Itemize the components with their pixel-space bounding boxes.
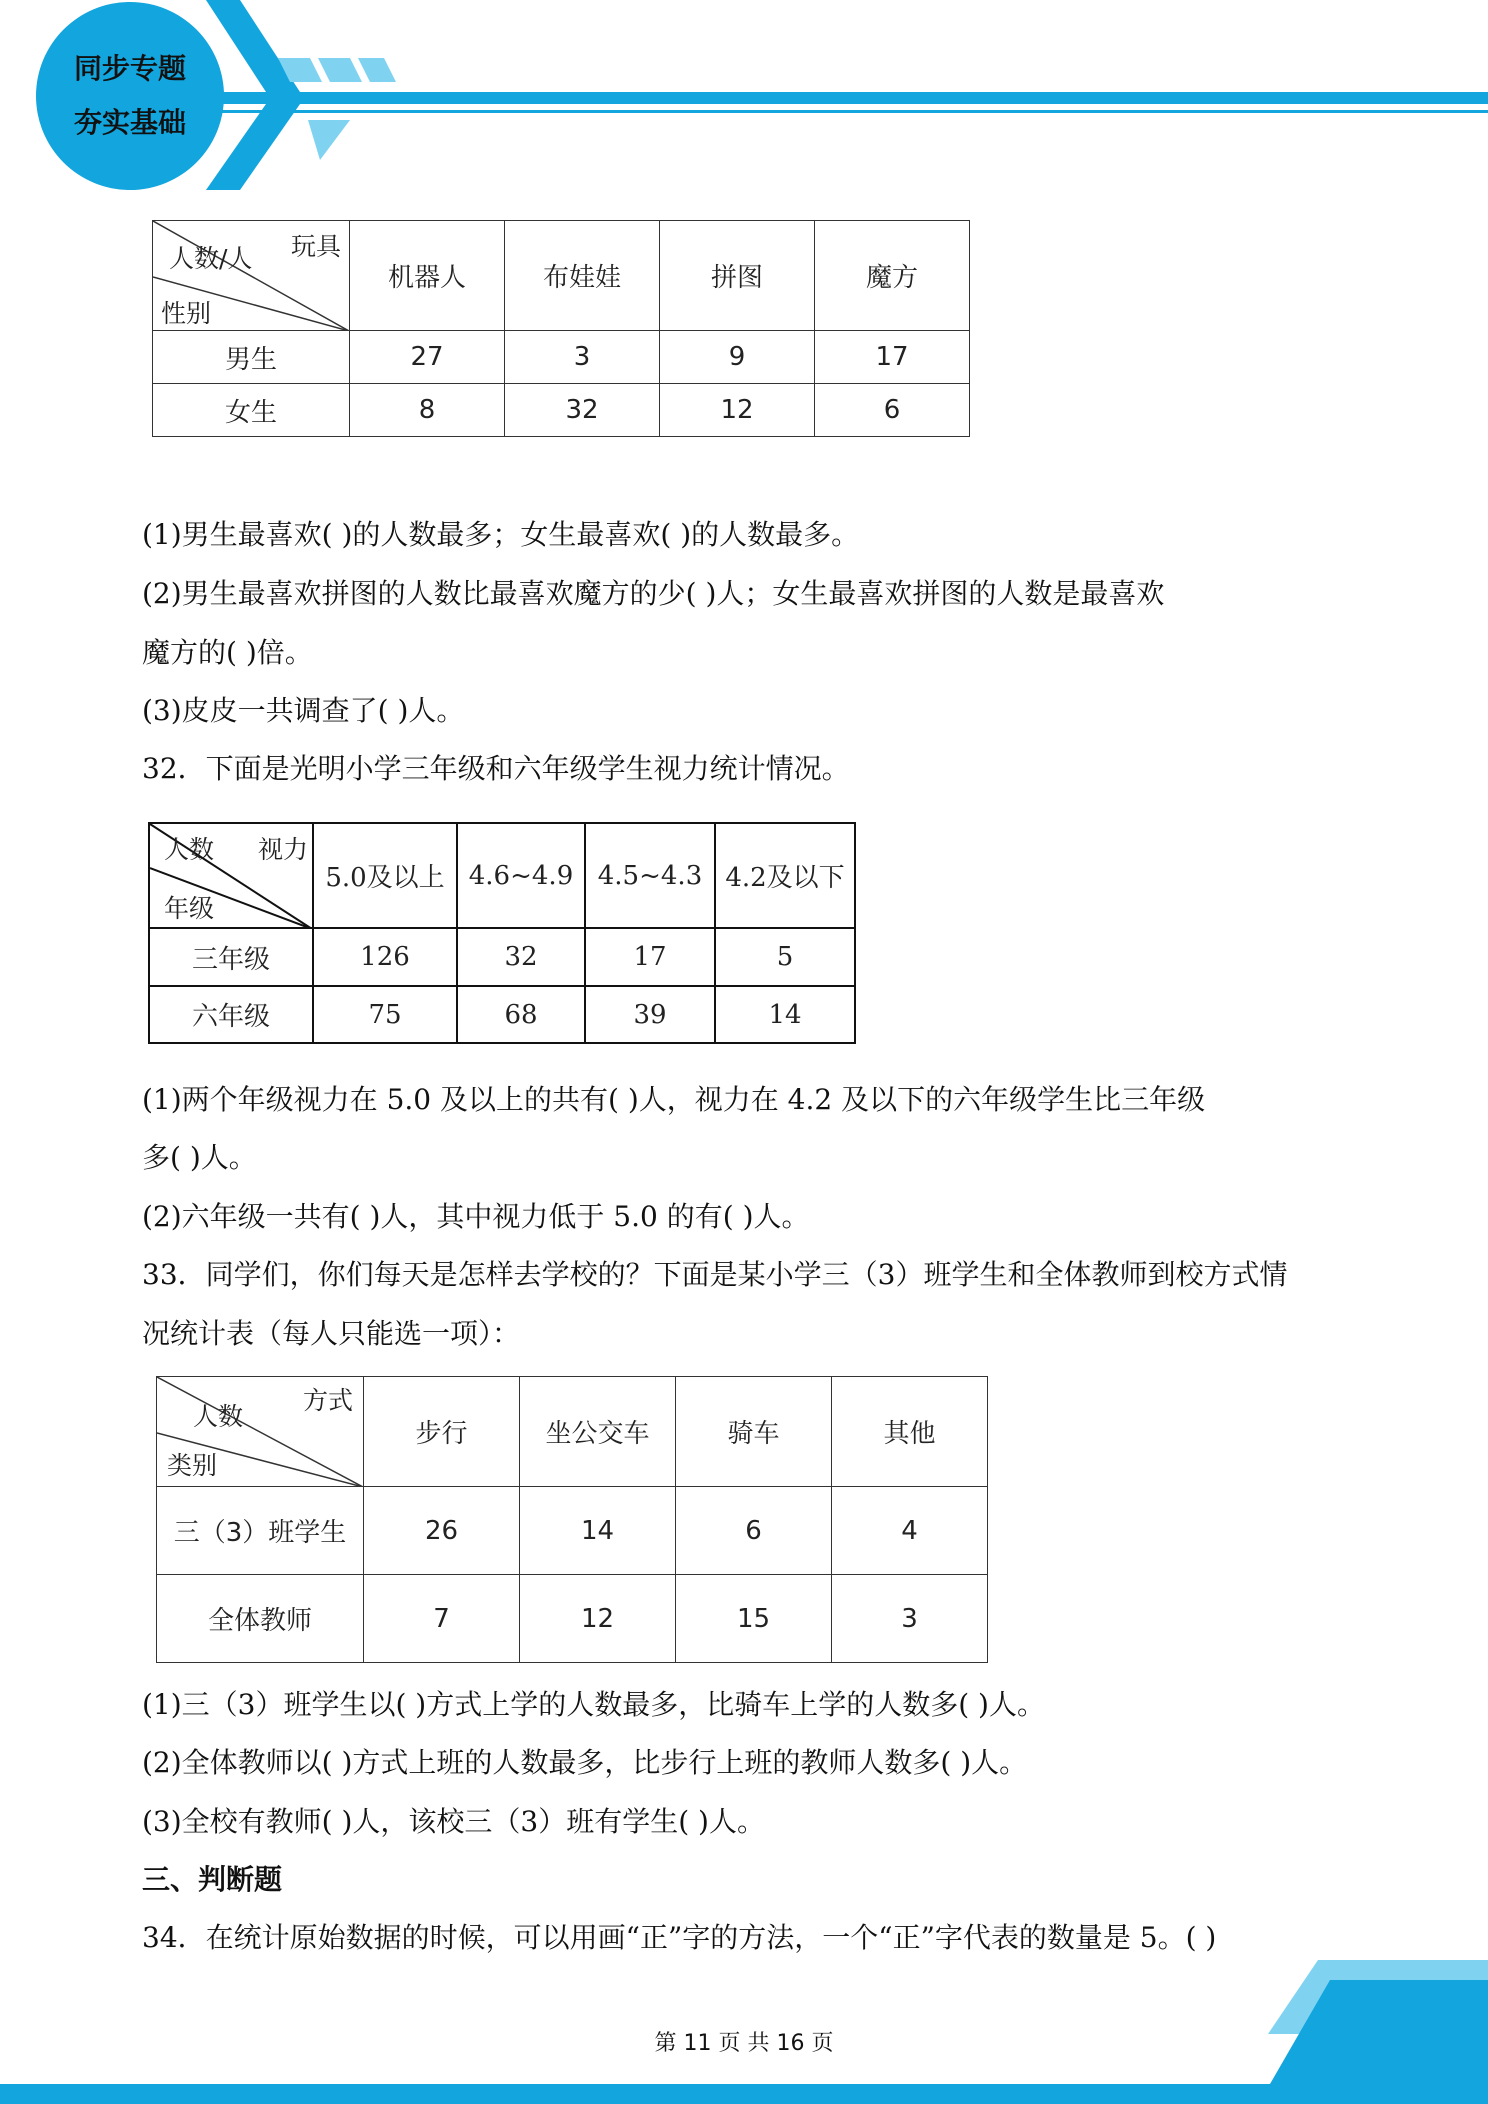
q33-line-1: (1)三（3）班学生以( )方式上学的人数最多，比骑车上学的人数多( )人。 — [142, 1688, 1045, 1721]
toy-table-cell: 3 — [505, 331, 660, 384]
q33-title-1: 33．同学们，你们每天是怎样去学校的？下面是某小学三（3）班学生和全体教师到校方式情 — [142, 1258, 1288, 1291]
commute-table-row-label: 全体教师 — [157, 1575, 364, 1663]
commute-table-header: 其他 — [832, 1377, 988, 1487]
header-badge-line1: 同步专题 — [73, 52, 186, 85]
vision-table-corner — [149, 823, 313, 928]
toy-table-row-label: 男生 — [153, 331, 350, 384]
commute-table-cell: 26 — [364, 1487, 520, 1575]
vision-table-header: 5.0及以上 — [313, 823, 457, 928]
section-title: 三、判断题 — [142, 1863, 283, 1896]
q31-line-3: 魔方的( )倍。 — [142, 636, 313, 669]
toy-table-cell: 12 — [660, 384, 815, 437]
toy-table-corner-top: 玩具 — [290, 232, 341, 261]
header-stripe-lower — [210, 110, 1488, 113]
vision-table-cell: 14 — [715, 986, 855, 1043]
commute-table-cell: 4 — [832, 1487, 988, 1575]
q33-line-3: (3)全校有教师( )人，该校三（3）班有学生( )人。 — [142, 1805, 765, 1838]
header-parallelogram-3 — [358, 58, 396, 82]
vision-table-cell: 5 — [715, 928, 855, 986]
toy-table-cell: 17 — [815, 331, 970, 384]
footer-banner — [0, 1950, 1488, 2104]
vision-table-row-label: 六年级 — [149, 986, 313, 1043]
page-number: 第 11 页 共 16 页 — [654, 2031, 834, 2056]
q31-line-2: (2)男生最喜欢拼图的人数比最喜欢魔方的少( )人；女生最喜欢拼图的人数是最喜欢 — [142, 577, 1165, 610]
toy-table-cell: 6 — [815, 384, 970, 437]
toy-table-row-label: 女生 — [153, 384, 350, 437]
commute-table-corner-bottom: 类别 — [167, 1451, 218, 1480]
commute-table-header: 坐公交车 — [520, 1377, 676, 1487]
q31-line-1: (1)男生最喜欢( )的人数最多；女生最喜欢( )的人数最多。 — [142, 518, 860, 551]
vision-table-cell: 126 — [313, 928, 457, 986]
vision-table-header: 4.5~4.3 — [585, 823, 715, 928]
footer-bar — [0, 2084, 1488, 2104]
toy-table-corner — [153, 221, 350, 331]
vision-table-corner-bottom: 年级 — [164, 894, 215, 923]
vision-table-cell: 75 — [313, 986, 457, 1043]
vision-table-corner-mid: 人数 — [164, 835, 215, 864]
vision-table — [148, 822, 856, 1044]
toy-table-corner-bottom: 性别 — [161, 299, 212, 328]
q32-title: 32．下面是光明小学三年级和六年级学生视力统计情况。 — [142, 752, 850, 785]
toy-table-header: 拼图 — [660, 221, 815, 331]
q32-line-3: (2)六年级一共有( )人，其中视力低于 5.0 的有( )人。 — [142, 1200, 810, 1233]
commute-table-cell: 6 — [676, 1487, 832, 1575]
toy-table-cell: 9 — [660, 331, 815, 384]
toy-table-cell: 32 — [505, 384, 660, 437]
vision-table-header: 4.2及以下 — [715, 823, 855, 928]
q32-line-2: 多( )人。 — [142, 1141, 257, 1174]
q34-line: 34．在统计原始数据的时候，可以用画“正”字的方法，一个“正”字代表的数量是 5。( ) — [142, 1921, 1217, 1954]
toy-table-cell: 27 — [350, 331, 505, 384]
toy-table-header: 魔方 — [815, 221, 970, 331]
commute-table-corner-mid: 人数 — [193, 1402, 244, 1431]
commute-table-row-label: 三（3）班学生 — [157, 1487, 364, 1575]
commute-table — [156, 1376, 988, 1663]
q32-line-1: (1)两个年级视力在 5.0 及以上的共有( )人，视力在 4.2 及以下的六年级学生比三年级 — [142, 1083, 1206, 1116]
toy-table-cell: 8 — [350, 384, 505, 437]
vision-table-cell: 68 — [457, 986, 585, 1043]
toy-table-header: 机器人 — [350, 221, 505, 331]
vision-table-cell: 39 — [585, 986, 715, 1043]
commute-table-corner-top: 方式 — [302, 1386, 353, 1415]
header-badge — [36, 2, 224, 190]
q33-title-2: 况统计表（每人只能选一项）： — [142, 1317, 521, 1350]
commute-table-corner — [157, 1377, 364, 1487]
vision-table-cell: 32 — [457, 928, 585, 986]
commute-table-cell: 15 — [676, 1575, 832, 1663]
q33-line-2: (2)全体教师以( )方式上班的人数最多，比步行上班的教师人数多( )人。 — [142, 1746, 1028, 1779]
vision-table-cell: 17 — [585, 928, 715, 986]
commute-table-cell: 12 — [520, 1575, 676, 1663]
commute-table-cell: 14 — [520, 1487, 676, 1575]
commute-table-header: 骑车 — [676, 1377, 832, 1487]
toy-table — [152, 220, 970, 437]
header-badge-line2: 夯实基础 — [73, 106, 186, 139]
header-parallelogram-2 — [318, 58, 362, 82]
vision-table-corner-top: 视力 — [257, 835, 308, 864]
vision-table-row-label: 三年级 — [149, 928, 313, 986]
commute-table-header: 步行 — [364, 1377, 520, 1487]
header-small-tri — [308, 120, 350, 160]
commute-table-cell: 7 — [364, 1575, 520, 1663]
toy-table-corner-mid: 人数/人 — [169, 244, 253, 273]
vision-table-header: 4.6~4.9 — [457, 823, 585, 928]
q31-line-4: (3)皮皮一共调查了( )人。 — [142, 694, 465, 727]
toy-table-header: 布娃娃 — [505, 221, 660, 331]
commute-table-cell: 3 — [832, 1575, 988, 1663]
header-stripe-upper — [210, 92, 1488, 104]
